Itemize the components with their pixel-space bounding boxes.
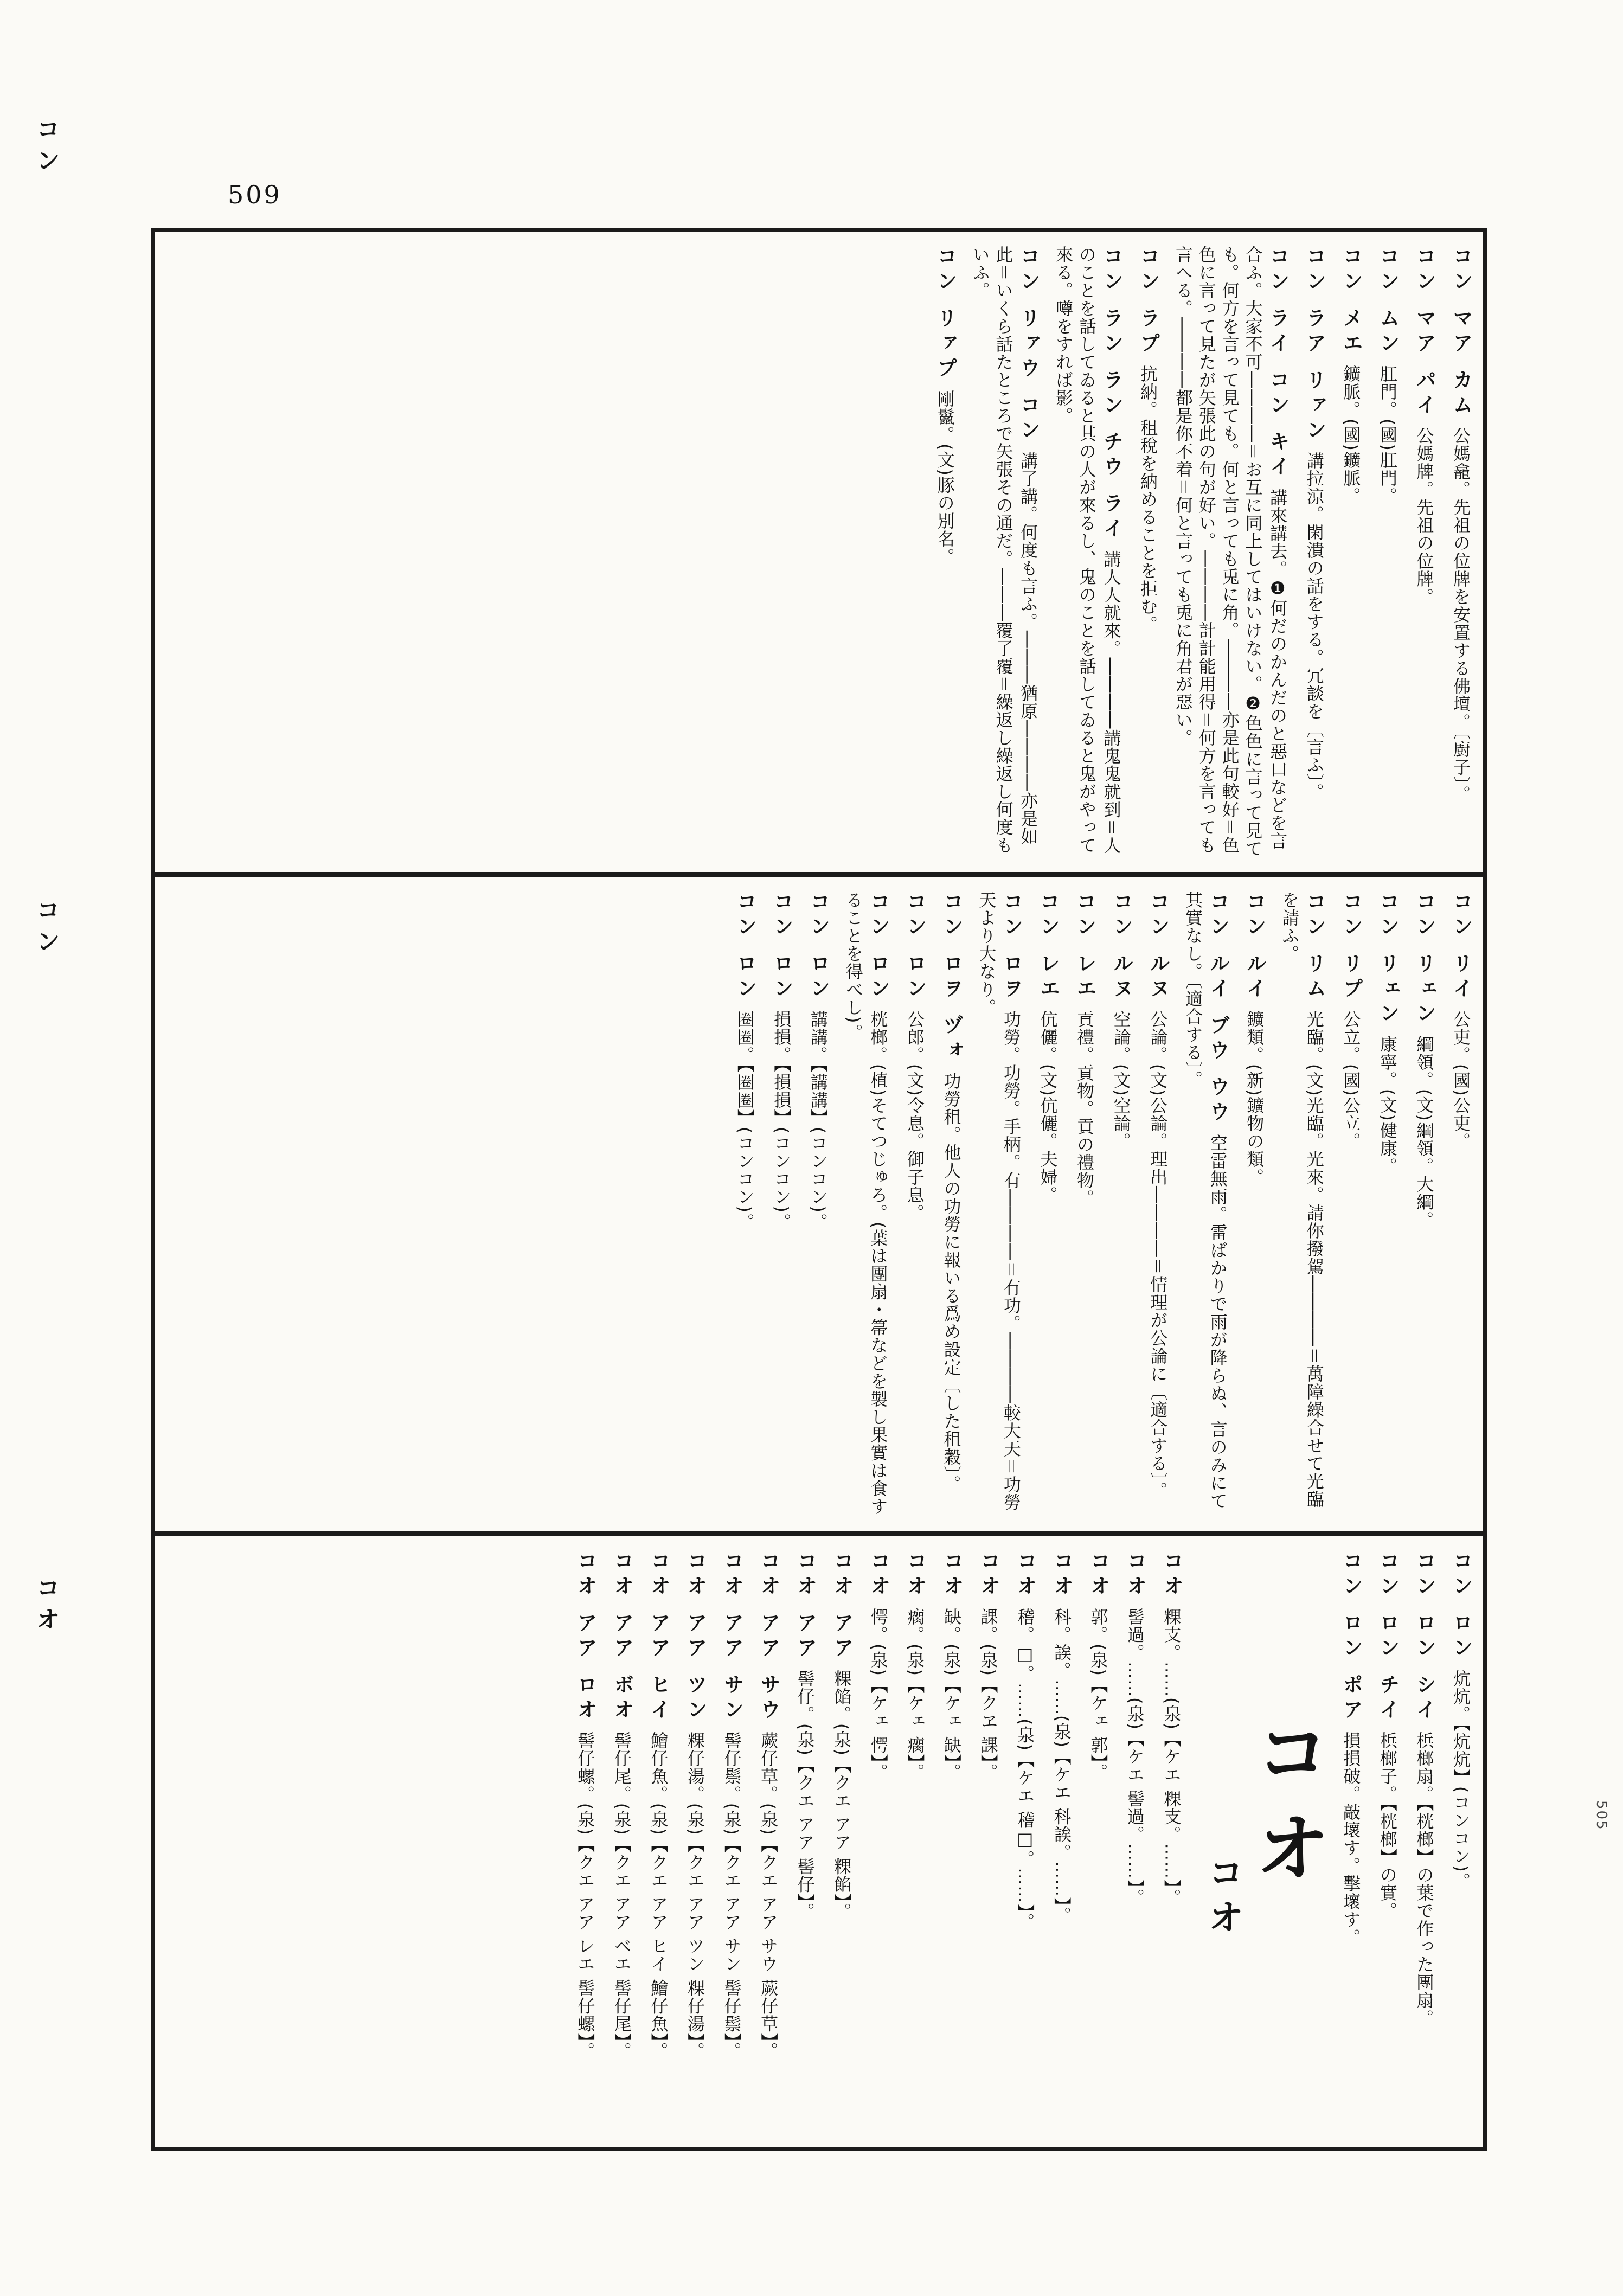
entry-definition: 髻仔鬃。(泉)【クエ アア サン 髻仔鬃】。 [721, 1731, 742, 2060]
text-band-top [155, 232, 1483, 877]
dictionary-entry [1071, 891, 1098, 1517]
entry-headword: コオ [977, 1550, 1000, 1600]
entry-definition: 課。(泉)【クヱ 課】。 [978, 1608, 999, 1781]
dictionary-entry [719, 1550, 746, 2133]
dictionary-entry [792, 1550, 819, 2133]
page-number: 509 [228, 180, 282, 209]
entry-definition: 講人人就來。――――講鬼鬼就到＝人のことを話してゐると其の人が來るし、鬼のことを話してゐると鬼がやって來る。噂をすれば影。 [1053, 246, 1122, 855]
entry-headword: コオ [1050, 1550, 1074, 1600]
dictionary-entry [732, 891, 759, 1517]
entry-definition: 缺。(泉)【ケェ 缺】。 [941, 1608, 963, 1781]
entry-definition: 粿餡。(泉)【クエ アア 粿餡】。 [831, 1669, 852, 1921]
entry-definition: 梹榔子。【桄榔】の實。 [1377, 1731, 1398, 1920]
entry-headword: コン ロン チイ [1376, 1550, 1400, 1724]
entry-headword: コオ アア ロオ [574, 1550, 598, 1724]
entry-definition: 講拉涼。閑潰の話をする。冗談を〔言ふ〕。 [1304, 451, 1325, 801]
dictionary-entry [842, 891, 891, 1517]
dictionary-entry [1145, 891, 1172, 1517]
dictionary-entry [938, 891, 965, 1517]
entry-definition: 綱領。(文)綱領。大綱。 [1414, 1035, 1435, 1229]
dictionary-entry [1241, 891, 1268, 1517]
entry-headword: コン ロヲ [999, 891, 1023, 1003]
dictionary-entry [755, 1550, 782, 2133]
entry-definition: 瘸。(泉)【ケェ 瘸】。 [904, 1608, 926, 1781]
dictionary-entry [1374, 1550, 1401, 2133]
entry-definition: 梹榔扇。【桄榔】の葉で作った團扇。 [1414, 1731, 1435, 2027]
entry-headword: コン ロン [1449, 1550, 1473, 1662]
entry-definition: 講了講。何度も言ふ。―――猶原――――亦是如此＝いくら話たところで矢張その通だ。―――覆了覆＝繰返し繰返し何度もいふ。 [970, 246, 1039, 855]
entry-definition: 剛鬣。(文)豚の別名。 [934, 389, 955, 566]
entry-headword: コン ラン ラン チウ ライ [1100, 246, 1124, 543]
entry-headword: コン マア パイ [1413, 246, 1436, 419]
section-title-small: コオ [1202, 1854, 1244, 1943]
entry-headword: コオ アア サン [720, 1550, 744, 1724]
entry-headword: コン リァプ [933, 246, 957, 382]
entry-headword: コオ アア ヒイ [647, 1550, 671, 1724]
entry-definition: 粿仔湯。(泉)【クエ アア ツン 粿仔湯】。 [684, 1731, 705, 2060]
entry-definition: 公郎。(文)令息。御子息。 [904, 1010, 925, 1222]
entry-definition: 貢禮。貢物。貢の禮物。 [1074, 1010, 1095, 1207]
dictionary-entry [1051, 246, 1125, 858]
entry-headword: コン ロン ポア [1339, 1550, 1363, 1724]
entry-headword: コン リプ [1339, 891, 1363, 1003]
entry-definition: 科。誒。……(泉)【ケエ 科誒。……】。 [1051, 1608, 1072, 1925]
dictionary-entry [938, 1550, 965, 2133]
dictionary-entry [865, 1550, 892, 2133]
entry-definition: 鱠仔魚。(泉)【クエ アア ヒイ 鱠仔魚】。 [648, 1731, 669, 2060]
entry-definition: 公媽牌。先祖の位牌。 [1414, 426, 1435, 606]
edge-page-mark: 505 [1593, 1800, 1609, 1831]
entry-definition: 公媽龕。先祖の位牌を安置する佛壇。〔廚子〕。 [1451, 426, 1471, 803]
dictionary-entry [1447, 246, 1474, 858]
entry-definition: 髻過。……(泉)【ケエ 髻過。……】。 [1124, 1608, 1145, 1907]
text-band-middle [155, 877, 1483, 1536]
entry-definition: 損損破。敲壞す。擊壞す。 [1340, 1731, 1362, 1946]
text-columns-bottom [155, 1536, 1483, 2147]
dictionary-entry [1447, 1550, 1474, 2133]
entry-definition: 講來講去。❶何だのかんだのと惡口などを言合ふ。大家不可――――＝お互に同上してはいけない。❷色色に言って見ても。何方を言って見ても。何と言っても兎に角。――――亦是此句較好＝色色に言って見たが矢張此の句が好い。――――計計能用得＝何方を言っても言へる。――――都是你不着＝何と言っても兎に角君が惡い。 [1172, 246, 1288, 857]
entry-headword: コン ロン シイ [1413, 1550, 1436, 1724]
dictionary-entry [1338, 246, 1365, 858]
entry-definition: 空雷無雨。雷ばかりで雨が降らぬ、言のみにて其實なし。〔適合する〕。 [1183, 891, 1228, 1510]
dictionary-entry [1338, 891, 1365, 1517]
dictionary-entry [974, 891, 1024, 1517]
dictionary-entry [1012, 1550, 1039, 2133]
dictionary-entry [1085, 1550, 1112, 2133]
dictionary-entry [768, 891, 796, 1517]
entry-headword: コン リイ [1449, 891, 1473, 1003]
dictionary-entry [902, 1550, 929, 2133]
text-columns-middle [155, 877, 1483, 1531]
dictionary-entry [1171, 246, 1291, 858]
entry-definition: 圈圈。【圈圈】(コンコン)。 [734, 1010, 755, 1231]
entry-headword: コン ライ コン キイ [1266, 246, 1290, 481]
margin-tab-kon-1: コン [32, 117, 60, 179]
dictionary-entry [1411, 246, 1438, 858]
entry-definition: 炕炕。【炕炕】(コンコン)。 [1451, 1669, 1471, 1890]
entry-headword: コオ [867, 1550, 890, 1600]
entry-definition: 損損。【損損】(コンコン)。 [771, 1010, 792, 1231]
dictionary-entry [829, 1550, 856, 2133]
entry-headword: コン リァウ コン [1017, 246, 1041, 444]
entry-definition: 肛門。(國)肛門。 [1377, 364, 1398, 505]
dictionary-entry [1278, 891, 1327, 1517]
entry-headword: コン ラア リァン [1303, 246, 1326, 444]
entry-definition: 愕。(泉)【ケェ 愕】。 [868, 1608, 889, 1781]
entry-headword: コン ムン [1376, 246, 1400, 357]
dictionary-entry [805, 891, 832, 1517]
entry-definition: 講講。【講講】(コンコン)。 [807, 1010, 829, 1231]
entry-headword: コオ [1013, 1550, 1037, 1600]
entry-definition: 鑛脈。(國)鑛脈。 [1340, 364, 1362, 505]
entry-headword: コン リェン [1376, 891, 1400, 1028]
entry-headword: コン ロン [770, 891, 794, 1003]
entry-definition: 功勞租。他人の功勞に報いる爲め設定〔した租穀〕。 [941, 1072, 962, 1493]
dictionary-entry [1134, 246, 1162, 858]
dictionary-entry [1121, 1550, 1149, 2133]
dictionary-entry [645, 1550, 672, 2133]
entry-headword: コオ [1160, 1550, 1184, 1600]
dictionary-entry [901, 891, 928, 1517]
entry-headword: コオ アア ボオ [610, 1550, 634, 1724]
entry-definition: 公吏。(國)公吏。 [1451, 1010, 1471, 1150]
entry-definition: 空論。(文)空論。 [1111, 1010, 1132, 1150]
entry-definition: 蕨仔草。(泉)【クエ アア サウ 蕨仔草】。 [758, 1731, 779, 2060]
entry-definition: 康寧。(文)健康。 [1377, 1035, 1398, 1175]
entry-definition: 功勞。功勞。手柄。有――――＝有功。――――較大天＝功勞天より大なり。 [976, 891, 1022, 1511]
entry-definition: 桄榔。(植)そてつじゅろ。(葉は團扇・箒などを製し果實は食することを得べし)。 [843, 891, 889, 1516]
entry-headword: コオ [1123, 1550, 1147, 1600]
entry-headword: コオ [903, 1550, 927, 1600]
entry-definition: 稽。□。……(泉)【ケエ 稽□。……】。 [1015, 1608, 1036, 1931]
entry-definition: 粿支。……(泉)【ケエ 粿支。……】。 [1161, 1608, 1182, 1907]
entry-headword: コン ロン [806, 891, 830, 1003]
entry-headword: コオ アア ツン [683, 1550, 707, 1724]
entry-headword: コン レエ [1036, 891, 1060, 1003]
dictionary-entry [1181, 891, 1231, 1517]
entry-definition: 髻仔。(泉)【クエ アア 髻仔】。 [794, 1669, 816, 1921]
entry-headword: コオ アア [793, 1550, 817, 1662]
entry-definition: 抗納。租稅を納めることを拒む。 [1138, 364, 1159, 633]
entry-headword: コン ルヌ [1109, 891, 1133, 1003]
dictionary-entry [572, 1550, 599, 2133]
entry-headword: コオ [1087, 1550, 1111, 1600]
page-border-frame [151, 228, 1487, 2151]
dictionary-entry [975, 1550, 1002, 2133]
entry-headword: コン ロヲ ヅォ [940, 891, 964, 1064]
dictionary-entry [608, 1550, 636, 2133]
dictionary-entry [1035, 891, 1062, 1517]
entry-definition: 郭。(泉)【ケェ 郭】。 [1088, 1608, 1109, 1781]
entry-definition: 髻仔尾。(泉)【クエ アア ベエ 髻仔尾】。 [611, 1731, 632, 2060]
dictionary-entry [1338, 1550, 1365, 2133]
dictionary-entry [968, 246, 1042, 858]
dictionary-entry [1447, 891, 1474, 1517]
entry-headword: コン リム [1303, 891, 1326, 1003]
section-divider-koo [1202, 1550, 1331, 2133]
text-columns-top [155, 232, 1483, 872]
entry-headword: コオ アア [830, 1550, 854, 1662]
margin-tab-kon-2: コン [32, 897, 60, 960]
section-title-large: コオ [1242, 1713, 1331, 1904]
dictionary-entry [932, 246, 959, 858]
dictionary-entry [1374, 891, 1401, 1517]
entry-headword: コン ラプ [1137, 246, 1160, 357]
entry-definition: 公立。(國)公立。 [1340, 1010, 1362, 1150]
entry-headword: コン ロン [733, 891, 757, 1003]
entry-headword: コン ルイ ブウ ウウ [1206, 891, 1230, 1126]
text-band-bottom [155, 1536, 1483, 2147]
entry-headword: コン レエ [1073, 891, 1097, 1003]
entry-headword: コン メエ [1339, 246, 1363, 357]
dictionary-entry [1048, 1550, 1075, 2133]
entry-headword: コン ルヌ [1146, 891, 1170, 1003]
entry-headword: コオ [940, 1550, 964, 1600]
dictionary-entry [1301, 246, 1328, 858]
dictionary-entry [1411, 1550, 1438, 2133]
entry-headword: コン ロン [903, 891, 927, 1003]
entry-definition: 伉儷。(文)伉儷。夫婦。 [1037, 1010, 1059, 1204]
dictionary-entry [1374, 246, 1401, 858]
dictionary-entry [1158, 1550, 1185, 2133]
entry-definition: 髻仔螺。(泉)【クエ アア レエ 髻仔螺】。 [575, 1731, 596, 2060]
entry-headword: コン ルイ [1243, 891, 1267, 1003]
entry-definition: 鑛類。(新)鑛物の類。 [1244, 1010, 1265, 1186]
dictionary-entry [1411, 891, 1438, 1517]
entry-headword: コン ロン [867, 891, 890, 1003]
entry-headword: コオ アア サウ [757, 1550, 781, 1724]
entry-definition: 公論。(文)公論。理出――――＝情理が公論に〔適合する〕。 [1147, 1010, 1169, 1499]
dictionary-entry [682, 1550, 709, 2133]
margin-tab-koo: コオ [32, 1575, 60, 1638]
entry-headword: コン リェン [1413, 891, 1436, 1028]
dictionary-entry [1108, 891, 1135, 1517]
entry-headword: コン マア カム [1449, 246, 1473, 419]
entry-definition: 光臨。(文)光臨。光來。請你撥駕――――＝萬障繰合せて光臨を請ふ。 [1279, 891, 1325, 1508]
